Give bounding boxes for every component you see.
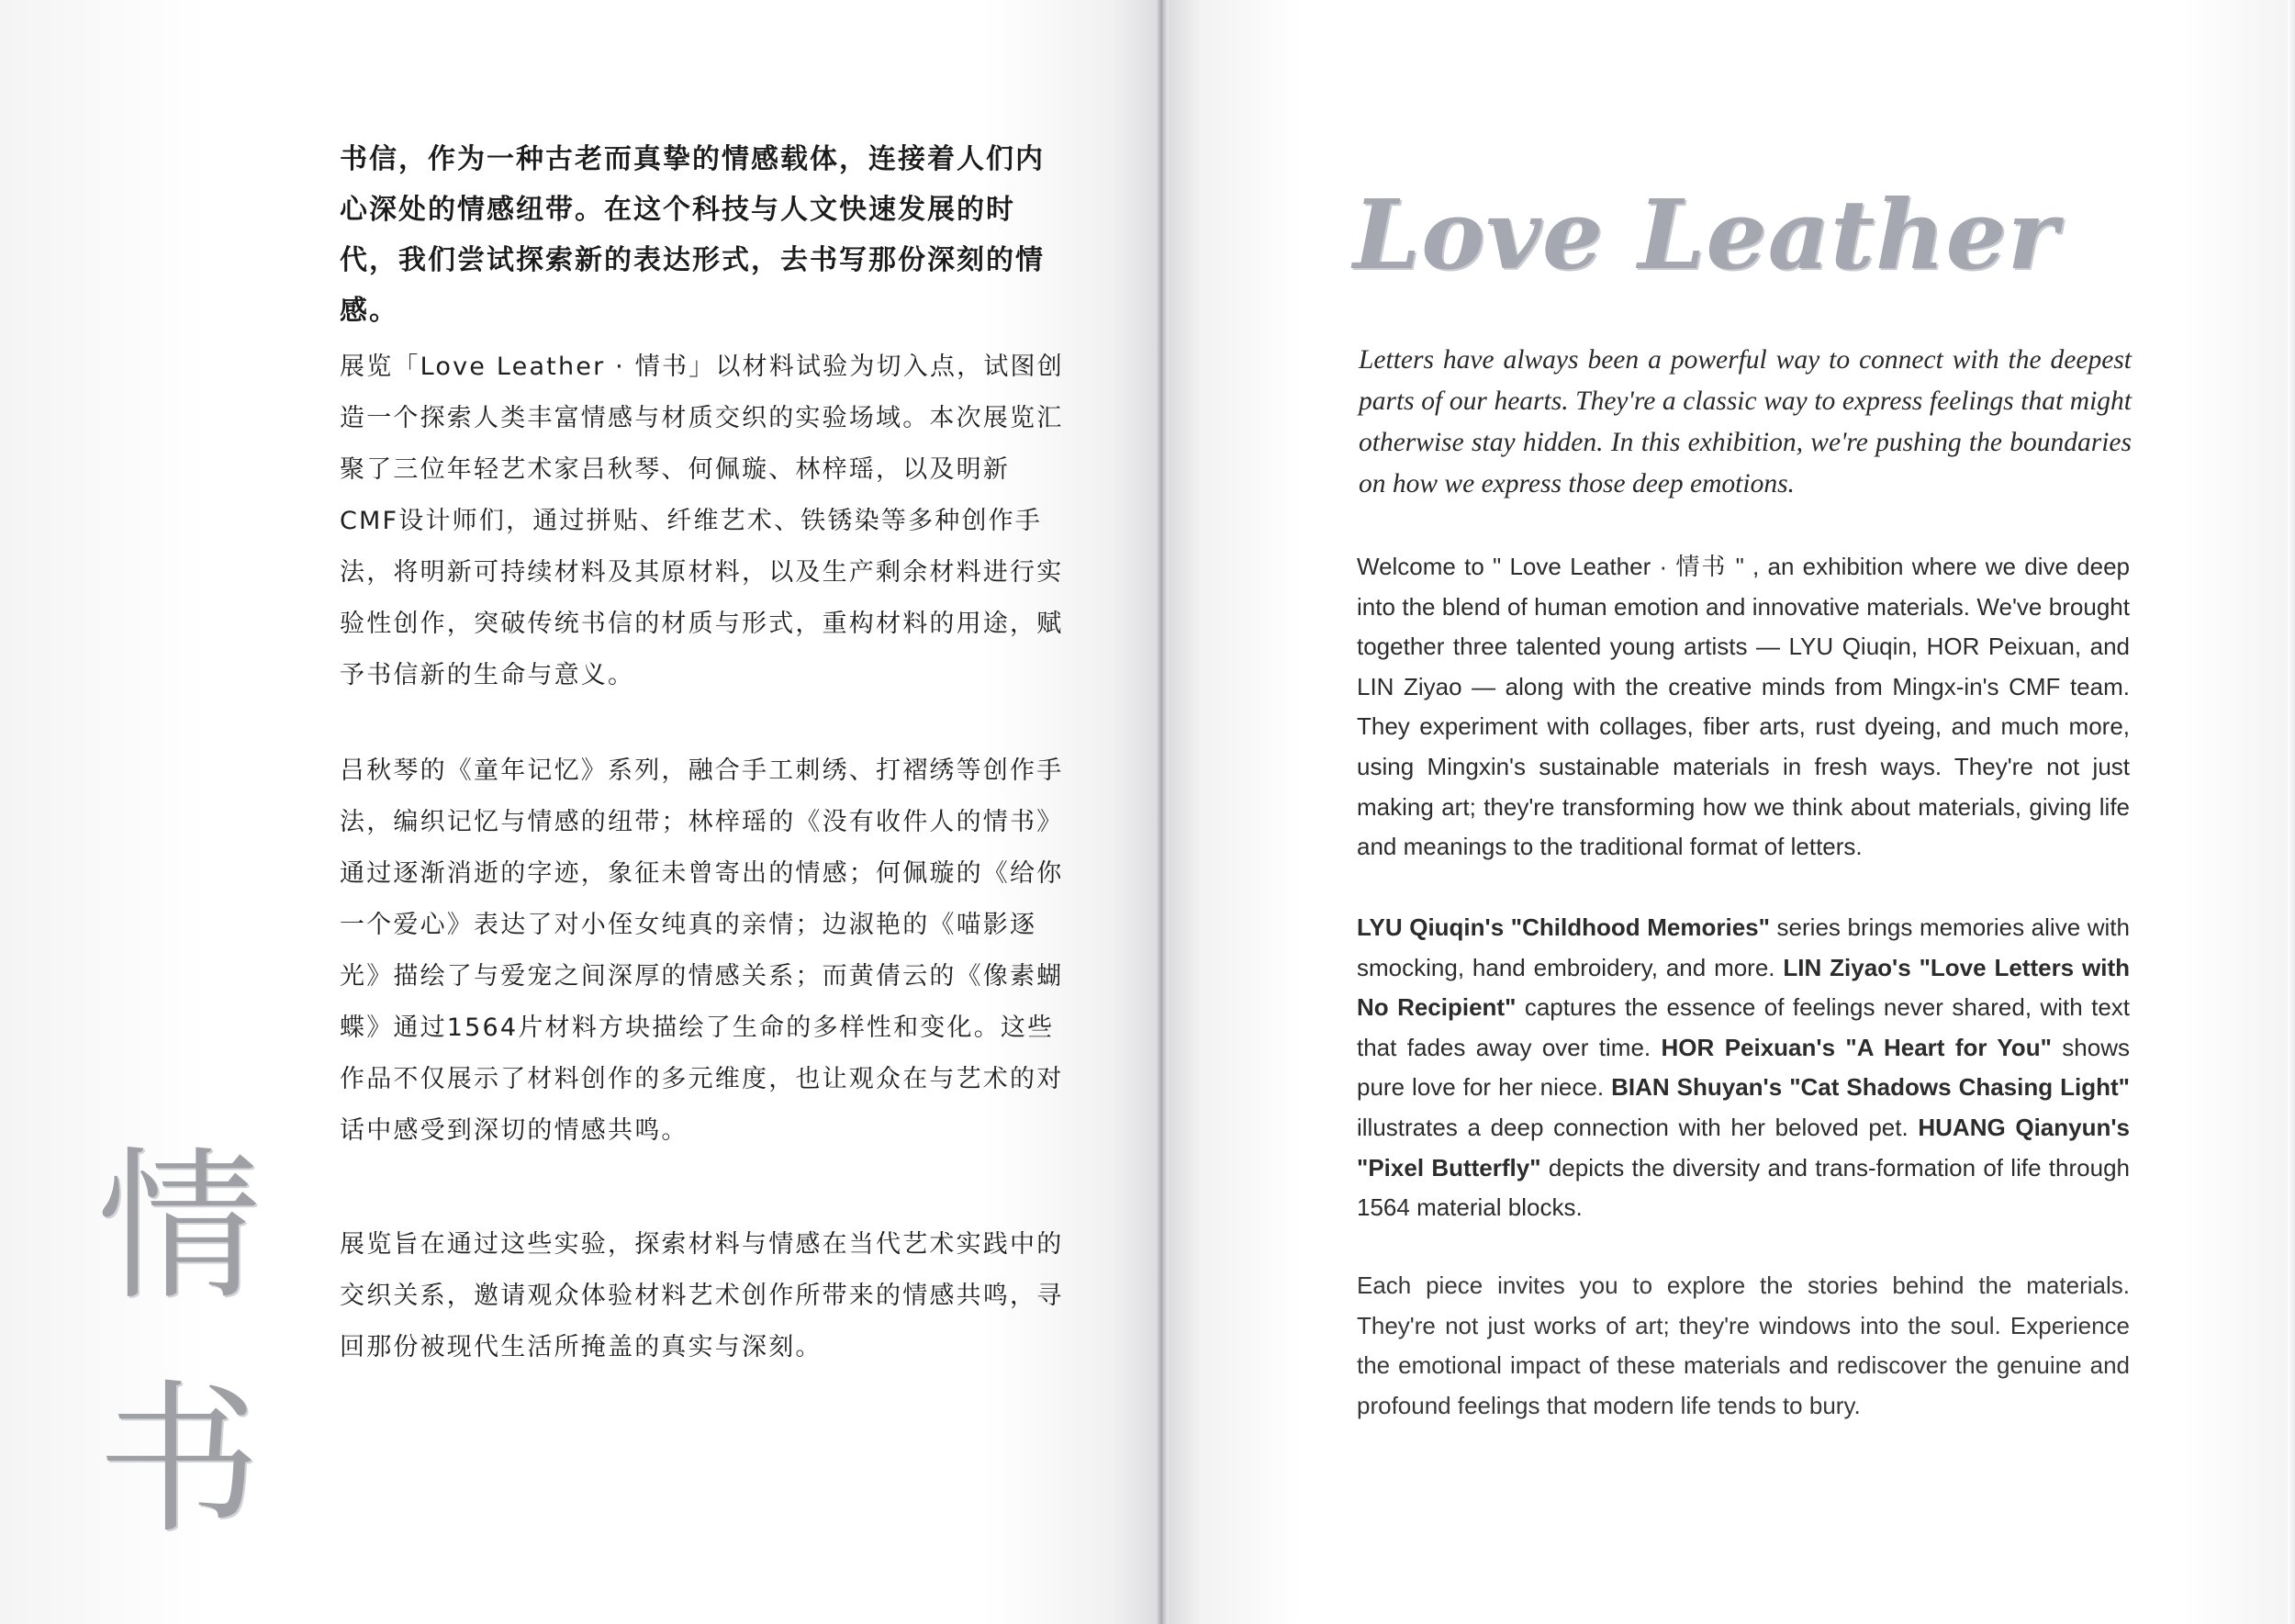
chinese-paragraph-exhibition: 展览「Love Leather · 情书」以材料试验为切入点，试图创造一个探索人类丰富情感与材质交织的实验场域。本次展览汇聚了三位年轻艺术家吕秋琴、何佩璇、林梓瑶，以及明新CMF设计师们，通过拼贴、纤维艺术、铁锈染等多种创作手法，将明新可持续材料及其原材料，以及生产剩余材料进行实验性创作，突破传统书信的材质与形式，重构材料的用途，赋予书信新的生命与意义。: [340, 353, 1064, 689]
chinese-intro-paragraph: 书信，作为一种古老而真挚的情感载体，连接着人们内心深处的情感纽带。在这个科技与人文快速发展的时代，我们尝试探索新的表达形式，去书写那份深刻的情感。: [340, 143, 1045, 327]
artwork-credit-bian: BIAN Shuyan's "Cat Shadows Chasing Light": [1611, 1073, 2130, 1102]
chinese-paragraph-artworks: 吕秋琴的《童年记忆》系列，融合手工刺绣、打褶绣等创作手法，编织记忆与情感的纽带；林梓瑶的《没有收件人的情书》通过逐渐消逝的字迹，象征未曾寄出的情感；何佩璇的《给你一个爱心》表达了对小侄女纯真的亲情；边淑艳的《喵影逐光》描绘了与爱宠之间深厚的情感关系；而黄倩云的《像素蝴蝶》通过1564片材料方块描绘了生命的多样性和变化。这些作品不仅展示了材料创作的多元维度，也让观众在与艺术的对话中感受到深切的情感共鸣。: [340, 756, 1064, 1145]
english-paragraph-welcome: Welcome to " Love Leather · 情书 " , an exhibition where we dive deep into the blend of human emotion and innovative materials. We've brought together three talented young artists — LYU Qiuqin, HOR Peixuan, and LIN Ziyao — along with the creative minds from Mingx-in's CMF team. They experiment with collages, fiber arts, rust dyeing, and much more, using Mingxin's sustainable materials in fresh ways. They're not just making art; they're transforming how we think about materials, giving life and meanings to the traditional format of letters.: [1357, 553, 2130, 861]
vertical-title-char-qing: 情: [97, 1132, 261, 1322]
page-title: Love Leather: [1353, 178, 2059, 291]
english-intro-paragraph: Letters have always been a powerful way to connect with the deepest parts of our hearts. They're a classic way to express feelings that might otherwise stay hidden. In this exhibition, we're pushing the boundaries on how we express those deep emotions.: [1359, 345, 2132, 498]
vertical-title-char-shu: 书: [97, 1365, 261, 1555]
chinese-paragraph-purpose: 展览旨在通过这些实验，探索材料与情感在当代艺术实践中的交织关系，邀请观众体验材料艺术创作所带来的情感共鸣，寻回那份被现代生活所掩盖的真实与深刻。: [340, 1230, 1064, 1361]
english-paragraph-closing: Each piece invites you to explore the stories behind the materials. They're not just works of art; they're windows into the soul. Experience the emotional impact of these materials and rediscover the genuine and profound feelings that modern life tends to bury.: [1357, 1271, 2130, 1419]
english-paragraph-artworks: [1357, 908, 2130, 1228]
artwork-credit-huang: HUANG Qianyun's "Pixel Butterfly": [1357, 1113, 2130, 1182]
artwork-description-huang: depicts the diversity and trans-formation of life through 1564 material blocks.: [1357, 1153, 2130, 1222]
artwork-credit-lyu: LYU Qiuqin's "Childhood Memories": [1357, 913, 1770, 941]
artwork-description-hor: shows pure love for her niece.: [1357, 1033, 2130, 1102]
book-gutter: [1156, 0, 1169, 1624]
page-edge: [2288, 0, 2295, 1624]
artwork-credit-hor: HOR Peixuan's "A Heart for You": [1661, 1033, 2052, 1061]
artwork-description-bian: illustrates a deep connection with her beloved pet.: [1357, 1113, 1919, 1141]
artwork-credit-lin: LIN Ziyao's "Love Letters with No Recipient": [1357, 953, 2130, 1022]
artwork-description-lin: captures the essence of feelings never shared, with text that fades away over time.: [1357, 993, 2131, 1061]
artwork-description-lyu: series brings memories alive with smocking, hand embroidery, and more.: [1357, 913, 2130, 981]
